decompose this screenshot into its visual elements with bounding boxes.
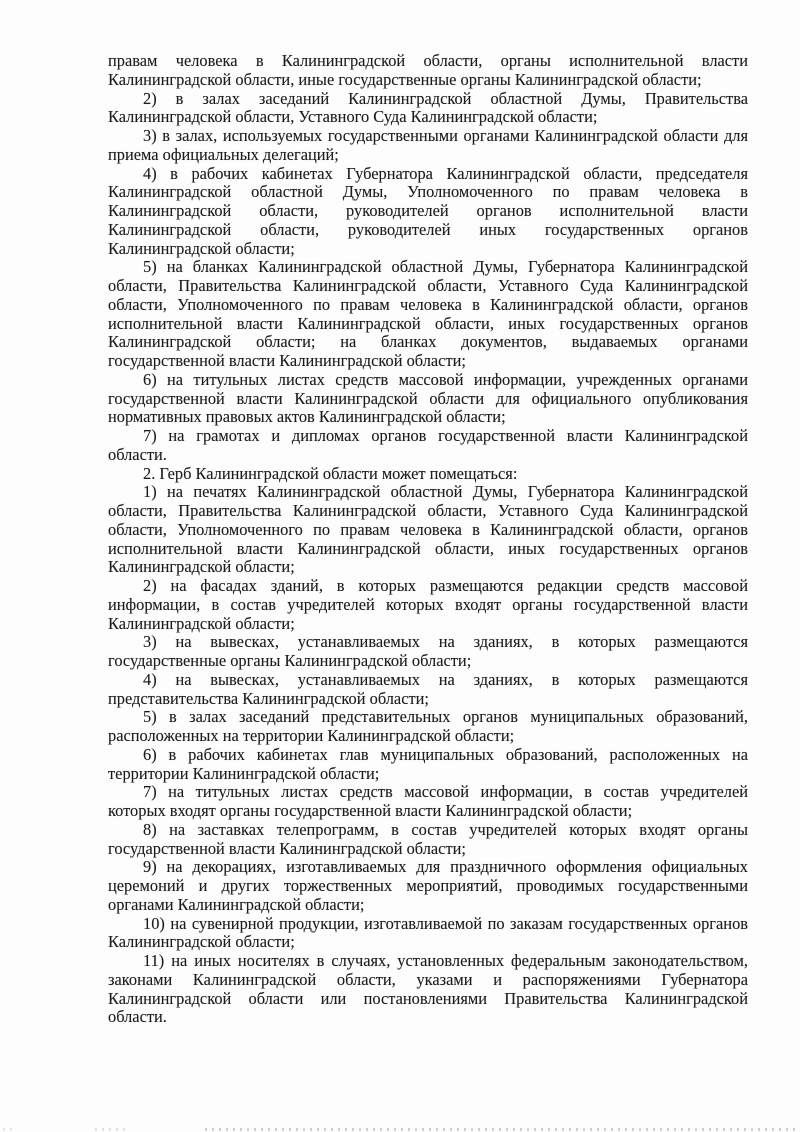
text-line: 6) в рабочих кабинетах глав муниципальных образований, расположенных на	[143, 745, 748, 764]
paragraph	[108, 633, 748, 671]
text-line: 1) на печатях Калининградской областной Думы, Губернатора Калининградской	[143, 483, 748, 502]
text-line: государственной власти Калининградской области для официального опубликования	[108, 389, 748, 408]
text-line: 8) на заставках телепрограмм, в состав учредителей которых входят органы	[143, 820, 748, 839]
paragraph	[108, 671, 748, 709]
paragraph	[108, 483, 748, 577]
text-line: 5) на бланках Калининградской областной Думы, Губернатора Калининградской	[143, 258, 748, 277]
text-line: расположенных на территории Калининградской области;	[108, 727, 515, 745]
text-line: правам человека в Калининградской области, органы исполнительной власти	[108, 52, 748, 70]
text-line: Калининградской области;	[108, 614, 295, 633]
text-line: Калининградской областной Думы, Уполномоченного по правам человека в	[108, 183, 748, 202]
text-line: исполнительной власти Калининградской области, иных государственных органов	[108, 539, 748, 558]
text-line: области, Уполномоченного по правам человека в Калининградской области, органов	[108, 520, 748, 539]
paragraph	[108, 952, 748, 1027]
text-line: 6) на титульных листах средств массовой информации, учрежденных органами	[143, 370, 748, 389]
text-line: 10) на сувенирной продукции, изготавливаемой по заказам государственных органов	[143, 914, 748, 933]
text-line: 3) на вывесках, устанавливаемых на зданиях, в которых размещаются	[143, 633, 748, 652]
text-line: законами Калининградской области, указами и распоряжениями Губернатора	[108, 970, 748, 989]
text-line: 3) в залах, используемых государственными органами Калининградской области для	[143, 127, 748, 145]
text-line: Калининградской области или постановлениями Правительства Калининградской	[108, 989, 748, 1008]
scan-artifact-bottom-edge-corner	[3, 1128, 15, 1131]
paragraph	[108, 127, 748, 165]
text-line: Калининградской области;	[108, 933, 295, 952]
text-line: Калининградской области, Уставного Суда Калининградской области;	[108, 108, 598, 127]
text-line: области, Уполномоченного по правам человека в Калининградской области, органов	[108, 295, 748, 314]
paragraph	[108, 165, 748, 259]
text-line: церемоний и других торжественных мероприятий, проводимых государственными	[108, 877, 748, 895]
paragraph	[108, 52, 748, 90]
text-line: Калининградской области;	[108, 558, 295, 577]
paragraph	[108, 371, 748, 427]
scan-artifact-bottom-edge-left	[95, 1128, 125, 1131]
paragraph	[108, 746, 748, 784]
text-line: области, Правительства Калининградской области, Уставного Суда Калининградской	[108, 277, 748, 295]
text-line: Калининградской области, руководителей иных государственных органов	[108, 220, 748, 239]
text-line: исполнительной власти Калининградской области, иных государственных органов	[108, 314, 748, 333]
paragraph	[108, 915, 748, 953]
scan-artifact-bottom-edge	[205, 1128, 800, 1131]
paragraph	[108, 858, 748, 914]
paragraph	[108, 821, 748, 859]
text-line: 2) на фасадах зданий, в которых размещаются редакции средств массовой	[143, 577, 748, 595]
text-line: государственные органы Калининградской области;	[108, 652, 472, 670]
text-line: 7) на титульных листах средств массовой информации, в состав учредителей	[143, 783, 748, 802]
text-line: Калининградской области;	[108, 239, 295, 258]
paragraph	[108, 258, 748, 371]
text-line: области, Правительства Калининградской области, Уставного Суда Калининградской	[108, 502, 748, 520]
text-line: области.	[108, 1008, 167, 1027]
text-line: государственной власти Калининградской области;	[108, 839, 466, 858]
text-line: Калининградской области; на бланках документов, выдаваемых органами	[108, 333, 748, 352]
text-line: нормативных правовых актов Калининградской области;	[108, 408, 506, 427]
text-line: информации, в состав учредителей которых входят органы государственной власти	[108, 595, 748, 614]
paragraph	[108, 708, 748, 746]
paragraph	[108, 90, 748, 128]
text-line: Калининградской области, руководителей органов исполнительной власти	[108, 202, 748, 220]
text-line: области.	[108, 445, 167, 464]
text-line: 7) на грамотах и дипломах органов государственной власти Калининградской	[143, 427, 748, 445]
text-line: 9) на декорациях, изготавливаемых для праздничного оформления официальных	[143, 858, 748, 877]
text-line: органами Калининградской области;	[108, 895, 365, 914]
paragraph	[108, 465, 748, 484]
text-line: 2. Герб Калининградской области может помещаться:	[143, 464, 518, 483]
text-line: 2) в залах заседаний Калининградской областной Думы, Правительства	[143, 89, 748, 108]
paragraph	[108, 577, 748, 633]
text-line: приема официальных делегаций;	[108, 145, 339, 164]
text-line: территории Калининградской области;	[108, 764, 380, 783]
text-line: 5) в залах заседаний представительных органов муниципальных образований,	[143, 708, 748, 727]
text-line: 11) на иных носителях в случаях, установленных федеральным законодательством,	[143, 952, 748, 970]
paragraph	[108, 783, 748, 821]
text-line: представительства Калининградской области;	[108, 689, 429, 708]
paragraph	[108, 427, 748, 465]
text-line: 4) на вывесках, устанавливаемых на зданиях, в которых размещаются	[143, 670, 748, 689]
text-line: которых входят органы государственной власти Калининградской области;	[108, 802, 633, 820]
text-line: 4) в рабочих кабинетах Губернатора Калининградской области, председателя	[143, 164, 748, 183]
text-line: Калининградской области, иные государственные органы Калининградской области;	[108, 70, 702, 89]
text-line: государственной власти Калининградской области;	[108, 352, 466, 370]
document-text-block	[108, 52, 748, 1027]
